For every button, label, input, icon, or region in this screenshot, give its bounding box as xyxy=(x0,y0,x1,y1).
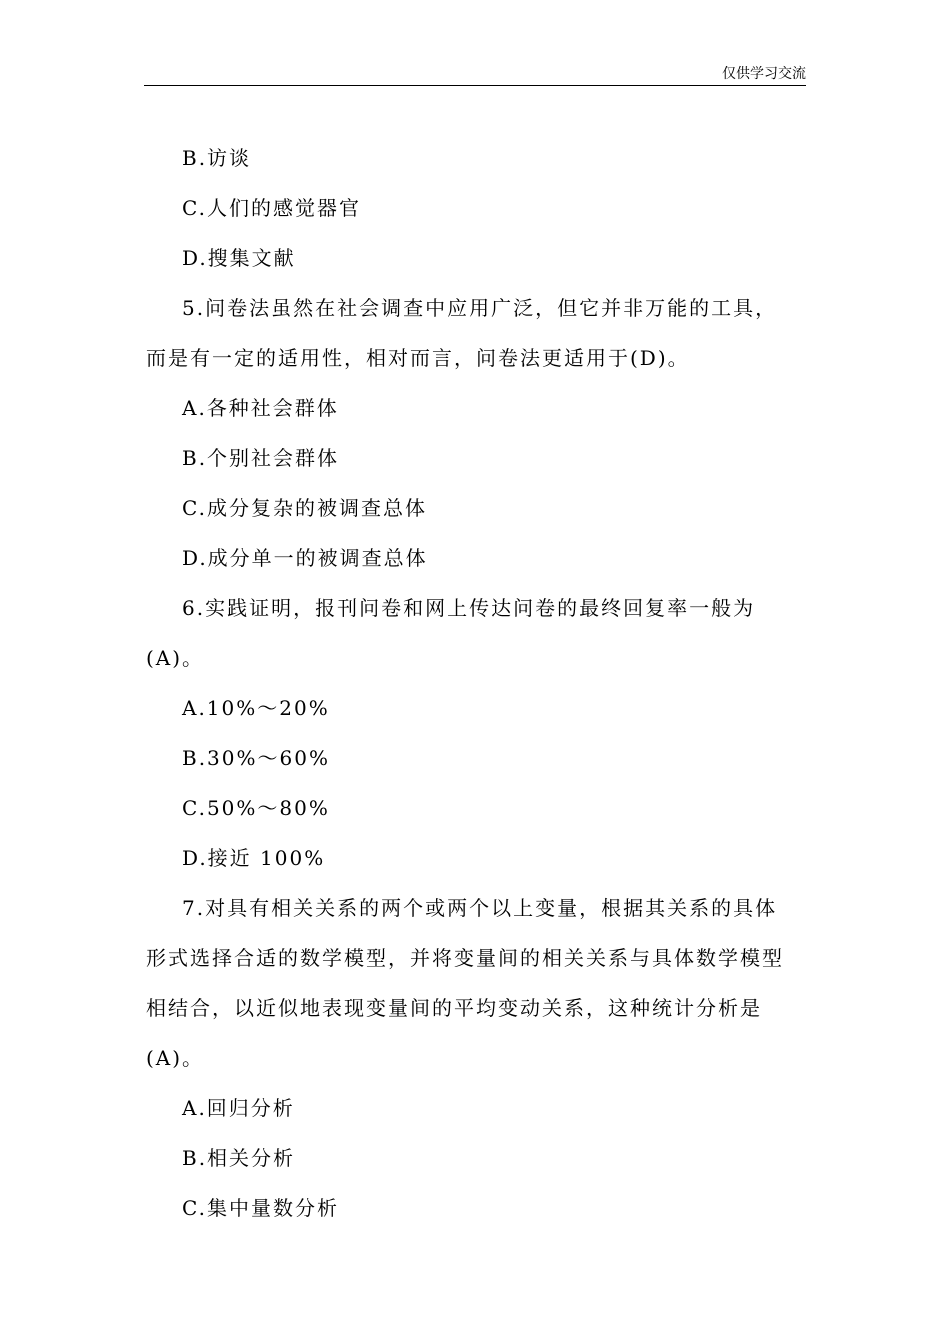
question-line: 相结合，以近似地表现变量间的平均变动关系，这种统计分析是 xyxy=(146,996,762,1020)
option-line: C.人们的感觉器官 xyxy=(182,196,361,220)
option-line: D.接近 100% xyxy=(182,846,326,870)
option-line: B.访谈 xyxy=(182,146,252,170)
option-line: A.10%～20% xyxy=(182,696,330,720)
option-line: C.50%～80% xyxy=(182,796,330,820)
option-line: A.各种社会群体 xyxy=(182,396,339,420)
option-line: B.相关分析 xyxy=(182,1146,296,1170)
page-header xyxy=(144,64,806,86)
option-line: C.成分复杂的被调查总体 xyxy=(182,496,427,520)
header-text: 仅供学习交流 xyxy=(722,66,806,82)
question-line: 5.问卷法虽然在社会调查中应用广泛，但它并非万能的工具， xyxy=(182,296,778,320)
option-line: B.个别社会群体 xyxy=(182,446,340,470)
question-line: (A)。 xyxy=(146,646,205,670)
question-line: (A)。 xyxy=(146,1046,205,1070)
question-line: 7.对具有相关关系的两个或两个以上变量，根据其关系的具体 xyxy=(182,896,778,920)
option-line: D.搜集文献 xyxy=(182,246,296,270)
document-body xyxy=(146,133,806,1233)
option-line: A.回归分析 xyxy=(182,1096,295,1120)
option-line: D.成分单一的被调查总体 xyxy=(182,546,428,570)
question-line: 而是有一定的适用性，相对而言，问卷法更适用于(D)。 xyxy=(146,346,690,370)
option-line: C.集中量数分析 xyxy=(182,1196,339,1220)
header-rule xyxy=(144,85,806,86)
option-line: B.30%～60% xyxy=(182,746,330,770)
question-line: 6.实践证明，报刊问卷和网上传达问卷的最终回复率一般为 xyxy=(182,596,756,620)
question-line: 形式选择合适的数学模型，并将变量间的相关关系与具体数学模型 xyxy=(146,946,784,970)
